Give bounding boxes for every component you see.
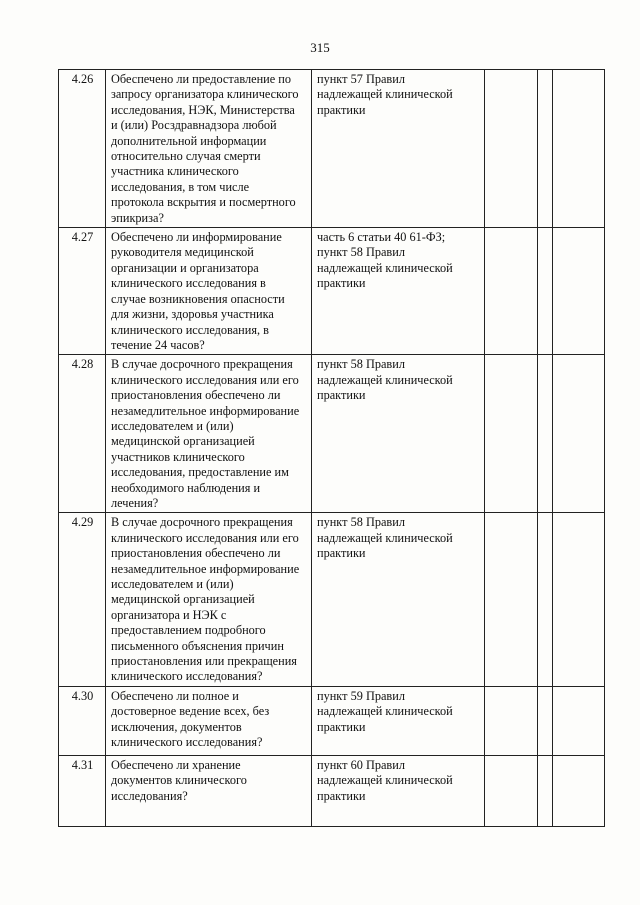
item-reference: часть 6 статьи 40 61-ФЗ; пункт 58 Правил надлежащей клинической практики <box>312 228 485 355</box>
table-row <box>59 686 605 755</box>
answer-yes-cell[interactable] <box>485 686 538 755</box>
answer-no-cell[interactable] <box>538 513 553 686</box>
table-row <box>59 755 605 826</box>
table-row <box>59 513 605 686</box>
checklist-table <box>58 69 605 827</box>
table-row <box>59 228 605 355</box>
item-number: 4.28 <box>59 355 106 513</box>
answer-no-cell[interactable] <box>538 228 553 355</box>
item-reference: пункт 59 Правил надлежащей клинической практики <box>312 686 485 755</box>
answer-na-cell[interactable] <box>553 70 605 228</box>
item-question: Обеспечено ли полное и достоверное ведение всех, без исключения, документов клинического исследования? <box>106 686 312 755</box>
answer-yes-cell[interactable] <box>485 355 538 513</box>
item-reference: пункт 58 Правил надлежащей клинической практики <box>312 355 485 513</box>
item-number: 4.26 <box>59 70 106 228</box>
answer-yes-cell[interactable] <box>485 228 538 355</box>
item-question: Обеспечено ли предоставление по запросу организатора клинического исследования, НЭК, Министерства и (или) Росздравнадзора любой дополнительной информации относительно случая смерти участника клинического исследования, в том числе протокола вскрытия и посмертного эпикриза? <box>106 70 312 228</box>
answer-yes-cell[interactable] <box>485 513 538 686</box>
item-question: Обеспечено ли хранение документов клинического исследования? <box>106 755 312 826</box>
answer-yes-cell[interactable] <box>485 755 538 826</box>
item-question: Обеспечено ли информирование руководителя медицинской организации и организатора клинического исследования в случае возникновения опасности для жизни, здоровья участника клинического исследования, в течение 24 часов? <box>106 228 312 355</box>
item-number: 4.31 <box>59 755 106 826</box>
answer-na-cell[interactable] <box>553 228 605 355</box>
answer-na-cell[interactable] <box>553 755 605 826</box>
answer-no-cell[interactable] <box>538 686 553 755</box>
table-row <box>59 70 605 228</box>
item-reference: пункт 57 Правил надлежащей клинической практики <box>312 70 485 228</box>
answer-no-cell[interactable] <box>538 755 553 826</box>
answer-yes-cell[interactable] <box>485 70 538 228</box>
answer-no-cell[interactable] <box>538 355 553 513</box>
page-number: 315 <box>310 40 330 55</box>
answer-na-cell[interactable] <box>553 355 605 513</box>
answer-no-cell[interactable] <box>538 70 553 228</box>
item-number: 4.27 <box>59 228 106 355</box>
item-reference: пункт 60 Правил надлежащей клинической практики <box>312 755 485 826</box>
item-reference: пункт 58 Правил надлежащей клинической практики <box>312 513 485 686</box>
item-number: 4.29 <box>59 513 106 686</box>
item-number: 4.30 <box>59 686 106 755</box>
item-question: В случае досрочного прекращения клинического исследования или его приостановления обеспечено ли незамедлительное информирование исследователем и (или) медицинской организацией организатора и НЭК с предоставлением подробного письменного объяснения причин приостановления или прекращения клинического исследования? <box>106 513 312 686</box>
table-row <box>59 355 605 513</box>
answer-na-cell[interactable] <box>553 686 605 755</box>
answer-na-cell[interactable] <box>553 513 605 686</box>
item-question: В случае досрочного прекращения клинического исследования или его приостановления обеспечено ли незамедлительное информирование исследователем и (или) медицинской организацией участников клинического исследования, предоставление им необходимого наблюдения и лечения? <box>106 355 312 513</box>
